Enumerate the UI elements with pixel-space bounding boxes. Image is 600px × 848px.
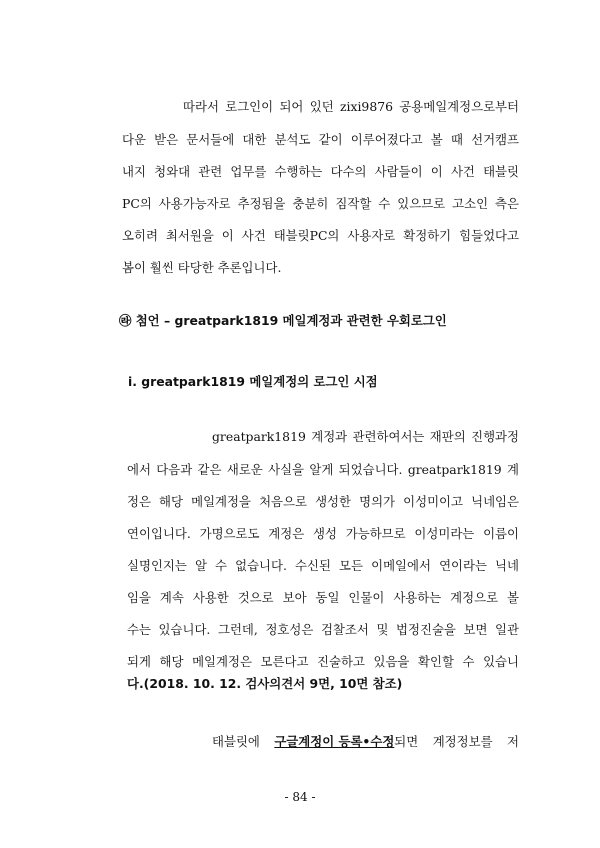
paragraph2-line-9: 다.(2018. 10. 12. 검사의견서 9면, 10면 참조) xyxy=(127,676,403,691)
paragraph2-line-8: 되게 해당 메일계정은 모른다고 진술하고 있음을 확인할 수 있습니 xyxy=(127,654,519,669)
subsection-heading: ⅰ. greatpark1819 메일계정의 로그인 시점 xyxy=(128,374,378,389)
paragraph1-line-1: 따라서 로그인이 되어 있던 zixi9876 공용메일계정으로부터 xyxy=(183,99,519,114)
paragraph1-line-2: 다운 받은 문서들에 대한 분석도 같이 이루어졌다고 볼 때 선거캠프 xyxy=(122,132,519,147)
tail-word-2: 되면 xyxy=(394,734,419,749)
paragraph3-line-1 xyxy=(212,732,519,750)
paragraph2-line-7: 수는 있습니다. 그런데, 정호성은 검찰조서 및 법정진술을 보면 일관 xyxy=(127,622,519,637)
paragraph2-line-1: greatpark1819 계정과 관련하여서는 재판의 진행과정 xyxy=(212,429,519,444)
paragraph1-line-6: 봄이 훨씬 타당한 추론입니다. xyxy=(122,260,282,275)
paragraph2-line-3: 정은 해당 메일계정을 처음으로 생성한 명의가 이성미이고 닉네임은 xyxy=(127,494,519,509)
underlined-emphasis: 구글계정이 등록•수정 xyxy=(274,734,395,749)
tail-word-3: 계정정보를 xyxy=(432,734,493,749)
paragraph2-line-4: 연이입니다. 가명으로도 계정은 생성 가능하므로 이성미라는 이름이 xyxy=(127,526,519,541)
page-number: - 84 - xyxy=(284,790,316,804)
paragraph2-line-5: 실명인지는 알 수 없습니다. 수신된 모든 이메일에서 연이라는 닉네 xyxy=(127,558,519,573)
paragraph2-line-6: 임을 계속 사용한 것으로 보아 동일 인물이 사용하는 계정으로 볼 xyxy=(127,590,519,605)
tail-word-1: 태블릿에 xyxy=(212,734,260,749)
paragraph1-line-4: PC의 사용가능자로 추정됨을 충분히 짐작할 수 있으므로 고소인 측은 xyxy=(122,196,519,211)
paragraph1-line-3: 내지 청와대 관련 업무를 수행하는 다수의 사람들이 이 사건 태블릿 xyxy=(122,164,519,179)
paragraph1-line-5: 오히려 최서원을 이 사건 태블릿PC의 사용자로 확정하기 힘들었다고 xyxy=(122,228,519,243)
section-heading: ㉱ 첨언 – greatpark1819 메일계정과 관련한 우회로그인 xyxy=(119,313,447,328)
tail-word-4: 저 xyxy=(506,734,519,749)
paragraph2-line-2: 에서 다음과 같은 새로운 사실을 알게 되었습니다. greatpark1819 계 xyxy=(127,462,519,477)
